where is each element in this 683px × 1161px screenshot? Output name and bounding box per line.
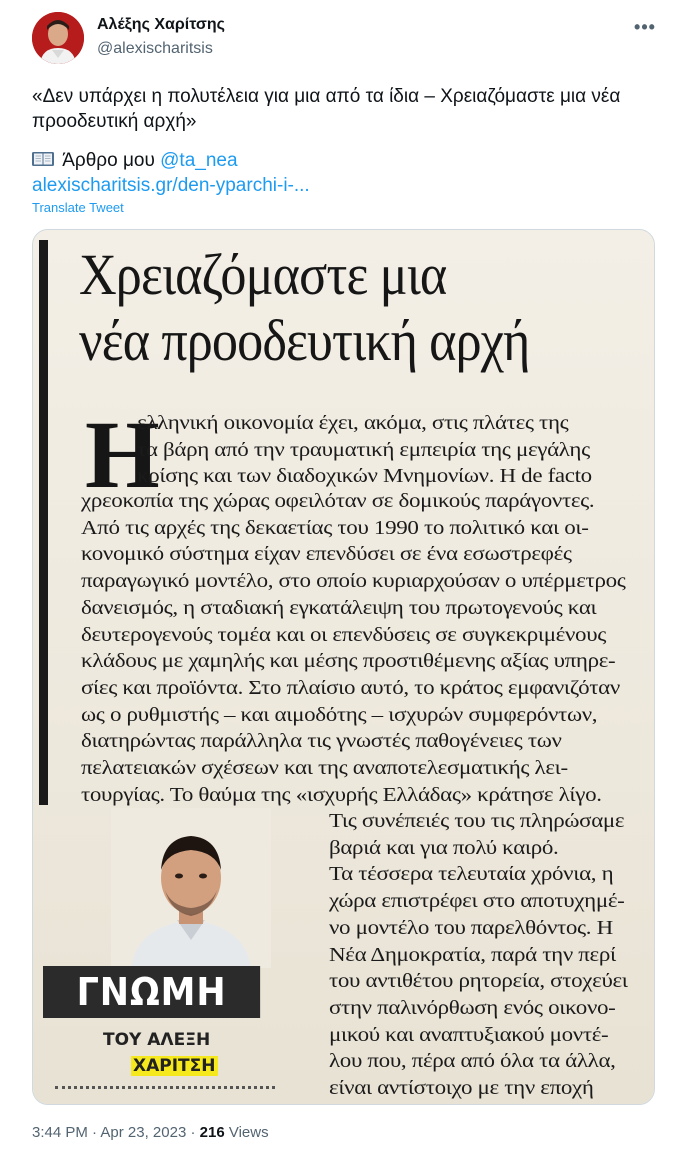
article-link[interactable]: alexischaritsis.gr/den-yparchi-i-... <box>32 175 310 196</box>
body-line: χρεοκοπία της χώρας οφειλόταν σε δομικούς παράγοντες. <box>81 490 595 512</box>
headline-line-1: Χρειαζόμαστε μια <box>79 242 447 307</box>
body-line: νο μοντέλο του παρελθόντος. Η <box>329 916 613 939</box>
body-line: κονομικό σύστημα είχαν επενδύσει σε ένα εσωστρεφές <box>81 543 572 566</box>
body-line: στην παλινόρθωση ενός οικονο- <box>329 996 616 1019</box>
body-line: μικού και αναπτυξιακού μοντέ- <box>329 1023 609 1046</box>
article-body-top <box>137 410 592 490</box>
body-line: είναι αντίστοιχο με την εποχή <box>329 1077 594 1100</box>
article-label: Άρθρο μου <box>62 150 155 171</box>
mention-link[interactable]: @ta_nea <box>160 150 238 171</box>
article-body-right <box>329 808 628 1102</box>
body-line: Από τις αρχές της δεκαετίας του 1990 το πολιτικό και οι- <box>81 516 589 539</box>
views-count: 216 <box>199 1124 225 1141</box>
body-line: δανεισμός, η σταδιακή εγκατάλειψη του πρωτογενούς και <box>81 596 597 619</box>
body-line: του αντιθέτου ρητορεία, στοχεύει <box>329 970 628 993</box>
body-line: τουργίας. Το θαύμα της «ισχυρής Ελλάδας» κράτησε λίγο. <box>81 783 602 806</box>
column-rule <box>39 240 48 805</box>
body-line: τα βάρη από την τραυματική εμπειρία της μεγάλης <box>137 438 590 461</box>
drop-cap: Η <box>85 401 160 508</box>
article-body-full <box>81 488 626 808</box>
open-book-icon <box>32 151 54 167</box>
author-name[interactable]: Αλέξης Χαρίτσης <box>97 16 225 33</box>
article-headline <box>79 242 529 374</box>
footer-separator: · <box>92 1124 98 1141</box>
article-line <box>32 148 238 173</box>
tweet-time[interactable]: 3:44 PM <box>32 1124 88 1141</box>
avatar[interactable] <box>32 12 84 64</box>
body-line: πελατειακών σχέσεων και της αναποτελεσματικής λει- <box>81 757 568 780</box>
views-label: Views <box>228 1124 269 1141</box>
body-line: βαριά και για πολύ καιρό. <box>329 836 559 859</box>
attached-image[interactable] <box>32 229 655 1105</box>
tweet-date[interactable]: Apr 23, 2023 <box>100 1124 187 1141</box>
byline-name: ΧΑΡΙΤΣΗ <box>133 1056 216 1076</box>
author-handle[interactable]: @alexischaritsis <box>97 40 213 57</box>
footer-separator: · <box>190 1124 196 1141</box>
body-line: χώρα επιστρέφει στο αποτυχημέ- <box>329 890 625 913</box>
dotted-divider <box>55 1086 275 1089</box>
body-line: δευτερογενούς τομέα και οι επενδύσεις σε συγκεκριμένους <box>81 623 607 646</box>
author-portrait <box>111 808 271 968</box>
body-line: Τις συνέπειές του τις πληρώσαμε <box>329 810 625 832</box>
newspaper-clipping <box>33 230 655 1105</box>
headline-line-2: νέα προοδευτική αρχή <box>79 308 530 373</box>
body-line: διατηρώντας παράλληλα τις γνωστές παθογένειες των <box>81 730 562 753</box>
link-line <box>32 173 310 198</box>
body-line: λου που, πέρα από όλα τα άλλα, <box>329 1050 616 1073</box>
body-line: ως ο ρυθμιστής – και αιμοδότης – ισχυρών συμφερόντων, <box>81 703 598 726</box>
body-line: ελληνική οικονομία έχει, ακόμα, στις πλάτες της <box>137 412 569 434</box>
more-options-icon[interactable]: ••• <box>632 14 658 40</box>
translate-tweet-button[interactable]: Translate Tweet <box>32 200 124 215</box>
tweet-text: «Δεν υπάρχει η πολυτέλεια για μια από τα ίδια – Χρειαζόμαστε μια νέα προοδευτική αρχή» <box>32 86 621 132</box>
body-line: Νέα Δημοκρατία, παρά την περί <box>329 943 616 966</box>
body-line: παραγωγικό μοντέλο, στο οποίο κυριαρχούσαν ο υπέρμετρος <box>81 570 626 593</box>
byline-prefix: ΤΟΥ ΑΛΕΞΗ <box>103 1030 211 1050</box>
opinion-label: ΓΝΩΜΗ <box>43 966 260 1018</box>
body-line: κρίσης και των διαδοχικών Μνημονίων. Η de facto <box>137 465 592 488</box>
body-line: σίες και προϊόντα. Στο πλαίσιο αυτό, το κράτος εμφανιζόταν <box>81 676 620 699</box>
tweet-footer <box>32 1124 269 1141</box>
body-line: Τα τέσσερα τελευταία χρόνια, η <box>329 863 614 886</box>
body-line: κλάδους με χαμηλής και μέσης προστιθέμενης αξίας υπηρε- <box>81 650 616 673</box>
